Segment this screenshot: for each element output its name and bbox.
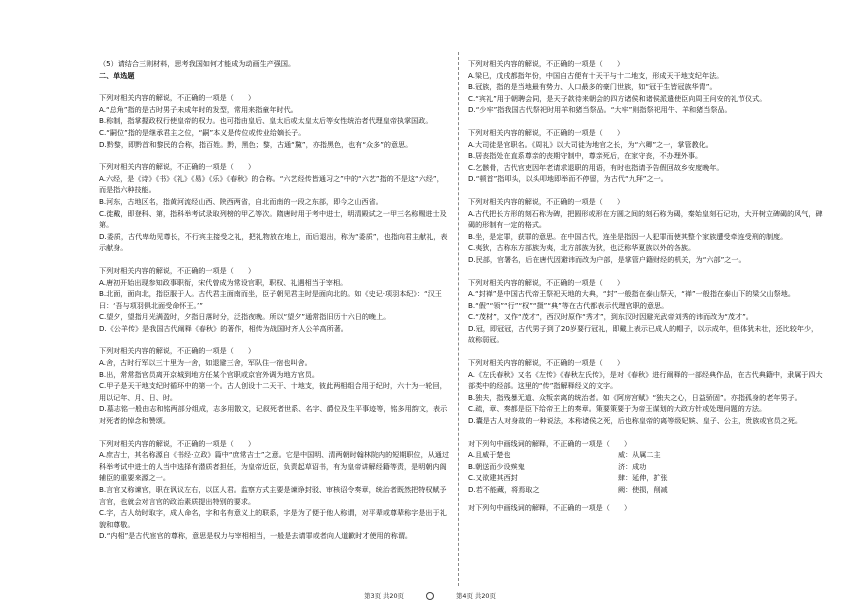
option-gloss: 威：从属二主: [618, 450, 661, 460]
option-c: C.“宾礼”用于朝聘会同，是天子款待来朝会的四方诸侯和诸侯派遣使臣向周王问安的礼节仪式。: [468, 93, 767, 103]
option-c: C.“嗣位”指的是继承君主之位，“嗣”本义是传位或传业给嫡长子。: [99, 127, 306, 137]
question-block: [99, 161, 449, 254]
option-d: D.“内相”是古代宦官的尊称，意思是权力与宰相相当，一般是去请罪或者向人道歉时才使用的称谓。: [99, 531, 413, 541]
option-gloss: 阙：使损，削减: [618, 485, 668, 494]
option-d: D.“顿首”指叩头，以头叩地即举而不停留，为古代“九拜”之一。: [468, 174, 668, 184]
option-c: C.夷狄，古称东方部族为夷，北方部族为狄，也泛称华夏族以外的各族。: [468, 243, 696, 253]
option-a: A.唐初开始出现参知政事职衔，宋代曾成为常设官职，职权、礼遇相当于宰相。: [99, 277, 348, 287]
option-c: C.徙戴，即登科、第，指科举考试录取列榜的甲乙等次。隋唐时用于考中进士，明清殿试之一甲三名称赐进士及第。: [99, 208, 447, 230]
question-stem: 下列对相关内容的解说，不正确的一项是（ ）: [468, 358, 625, 368]
right-column: [468, 58, 823, 584]
option-gloss: 济：成功: [618, 461, 647, 471]
option-a: A.《左氏春秋》又名《左传》《春秋左氏传》，是对《春秋》进行阐释的一部经典作品，在古代典籍中，隶属于四大部类中的经部。这里的“传”指解释经义的文字。: [468, 369, 823, 391]
question-block: [468, 127, 823, 185]
option-d: [468, 484, 823, 496]
page-number-left: 第3页 共20页: [364, 592, 404, 600]
option-sentence: C.又欲建其西封: [468, 473, 518, 483]
question-stem: 对下列句中画线词的解释，不正确的一项是（ ）: [468, 502, 632, 512]
option-b: B.“假”“领”“行”“权”“摄”“典”等在古代都表示代理官职的意思。: [468, 300, 669, 310]
option-b: B.出，常常指官员离开京城到地方任某个官职或京官外调为地方官员。: [99, 369, 319, 379]
question-stem: 下列对相关内容的解说，不正确的一项是（ ）: [99, 265, 256, 275]
option-d: D.民部，官署名，后在唐代因避讳而改为户部，是掌管户籍财经的机关，为“六部”之一。: [468, 254, 746, 264]
option-a: A.六经，是《诗》《书》《礼》《易》《乐》《春秋》的合称。“六艺经传皆通习之”中的“六艺”指的不是这“六经”，而是指六种技能。: [99, 173, 444, 195]
option-c: C.甲子是天干地支纪时循环中的第一个。古人创设十二天干、十地支，彼此两相组合用于纪时，六十为一轮回，用以记年、月、日、时。: [99, 381, 447, 402]
option-a: A.庶吉士，其名称源自《书经·立政》篇中“庶常吉士”之意。它是中国明、清两朝时翰林院内的短期职位，从通过科举考试中进士的人当中选择有潜质者担任，为皇帝近臣，负责起草诏书，有为皇帝讲解经籍等责，是明朝内阁辅臣的重要来源之一。: [99, 450, 449, 483]
option-b: B.坐，是定罪，获罪的意思。在中国古代，连坐是指因一人犯罪而使其整个家族遭受牵连受刑的制度。: [468, 231, 788, 241]
question-stem: 下列对相关内容的解说，不正确的一项是（ ）: [468, 277, 625, 287]
option-c: [468, 472, 823, 484]
option-d: D.冠，即冠冠，古代男子到了20岁要行冠礼，即戴上表示已成人的帽子，以示成年，但体犹未壮，还比较年少，故称弱冠。: [468, 323, 819, 345]
question-block: [468, 277, 823, 347]
question-block: [468, 58, 823, 116]
question-stem: 下列对相关内容的解说，不正确的一项是（ ）: [468, 127, 625, 137]
option-c: C.疏，章、奏都是臣下给帝王上的奏章。策要策要于为帝王谋划的大政方针或处理问题的方法。: [468, 404, 767, 414]
page-number-right: 第4页 共20页: [456, 592, 496, 600]
option-b: B.独夫，指残暴无道、众叛亲离的统治者。如《阿房宫赋》“独夫之心，日益骄固”。亦指孤身的老年男子。: [468, 392, 802, 402]
option-d: D.墓志铭一般由志和铭两部分组成，志多用散文，记叙死者世系、名字、爵位及生平事迹等，铭多用韵文，表示对死者的悼念和赞颂。: [99, 404, 448, 426]
option-sentence: B.朝送而少设殡鬼: [468, 461, 525, 471]
intro-question: （5）请结合三则材料，思考我国如何才能成为动画生产强国。: [99, 59, 296, 68]
question-stem: 下列对相关内容的解说，不正确的一项是（ ）: [99, 162, 256, 172]
question-block: [468, 438, 823, 496]
option-a: A.“封禅”是中国古代帝王祭祀天地的大典，“封”一般指在泰山祭天，“禅”一般指在泰山下的梁父山祭地。: [468, 289, 795, 299]
question-block: [468, 357, 823, 427]
option-b: B.冠族，指的是当地最有势力、人口最多的豪门世族，如“冠于生皆冠族华胄”。: [468, 82, 717, 92]
option-d: D.《公羊传》是我国古代阐释《春秋》的著作，相传为战国时齐人公羊高所著。: [99, 323, 348, 333]
circle-icon: [426, 592, 434, 600]
option-a: A.古代把长方形的刻石称为碑，把圆形或形在方圆之间的刻石称为碣，秦始皇刻石记功，大开树立碑碣的风气，碑碣的形制有一定的格式。: [468, 208, 823, 230]
question-stem: 下列对相关内容的解说，不正确的一项是（ ）: [99, 346, 256, 356]
option-b: B.北面，面向北，指臣服于人。古代君主面南而坐，臣子朝见君主时是面向北的。如《史记·项羽本纪》：“汉王曰：‘吾与项羽俱北面受命怀王。’”: [99, 289, 442, 310]
left-column: [99, 58, 449, 584]
question-stem: 下列对相关内容的解说，不正确的一项是（ ）: [99, 438, 256, 448]
question-stem: 对下列句中画线词的解释，不正确的一项是（ ）: [468, 438, 632, 448]
option-sentence: A.且威于楚也: [468, 450, 511, 460]
question-block: [99, 345, 449, 426]
question-block: [99, 438, 449, 542]
question-stem: 下列对相关内容的解说，不正确的一项是（ ）: [468, 59, 625, 68]
question-block: [99, 92, 449, 150]
option-a: [468, 449, 823, 461]
option-a: A.大司徒是官职名。《周礼》以大司徒为地官之长，为“六卿”之一，掌管教化。: [468, 139, 713, 149]
option-c: C.“茂材”，又作“茂才”，西汉时原作“秀才”，到东汉时因避光武帝刘秀的讳而改为“茂才”。: [468, 312, 753, 322]
page-footer: [0, 591, 860, 600]
option-b: B.言官又称谏官，职在讽议左右，以匡人君。监察方式主要是谏诤封驳、审核诏令奏章，统治者既然把特权赋予言官，也就会对言官的政治素质提出特别的要求。: [99, 485, 447, 506]
option-b: B.称制，指掌握政权行使皇帝的权力。也可指由皇后、皇太后或太皇太后等女性统治者代理皇帝执掌国政。: [99, 116, 433, 126]
option-b: [468, 461, 823, 473]
option-c: C.乞骸骨，古代官吏因年老请求退职的用语，有时也指请予告假回故乡安度晚年。: [468, 162, 724, 172]
question-block: [99, 265, 449, 335]
option-d: D.黔黎，即黔首和黎民的合称，指百姓。黔，黑色；黎，古通“黧”，亦指黑色，也有“众多”的意思。: [99, 139, 413, 149]
option-d: D.“少牢”指我国古代祭祀时用羊和猪当祭品。“大牢”则指祭祀用牛、羊和猪当祭品。: [468, 105, 732, 115]
option-a: A.舍，古时行军以三十里为一舍，如退避三舍，军队住一宿也叫舍。: [99, 358, 312, 368]
question-stem: 下列对相关内容的解说，不正确的一项是（ ）: [99, 93, 256, 103]
option-d: D.委质，古代卑幼见尊长，不行宾主接受之礼，把礼物放在地上，而后退出，称为“委质”，也指向君主献礼，表示献身。: [99, 231, 448, 253]
option-sentence: D.若不能藏，将焉取之: [468, 485, 540, 494]
option-a: A.“总角”指的是古时男子未成年时的发型，常用来指童年时代。: [99, 104, 298, 114]
option-a: A.梁巳，戊戌都指年份，中国自古便有十天干与十二地支，形成天干地支纪年法。: [468, 70, 724, 80]
section-heading: 二、单选题: [99, 70, 135, 80]
question-stem: 下列对相关内容的解说，不正确的一项是（ ）: [468, 196, 625, 206]
option-gloss: 肆：延伸，扩张: [618, 473, 668, 483]
option-d: D.囊是古人对身故的一种说法，本称诸侯之死，后也称皇帝的离等级妃嫔、皇子、公主，贵族或官员之死。: [468, 416, 803, 426]
option-c: C.望夕，望指月光满盈时，夕指日落时分，泛指夜晚。所以“望夕”通常指旧历十六日的晚上。: [99, 312, 391, 322]
column-divider: [458, 52, 459, 586]
option-c: C.字，古人幼时取字，成人命名，字和名有意义上的联系，字是为了便于他人称谓，对平辈或尊辈称字是出于礼貌和尊敬。: [99, 508, 447, 529]
question-block: [468, 502, 823, 514]
option-b: B.河东，古地区名，指黄河流经山西、陕西两省，自北而南的一段之东部，即今之山西省。: [99, 196, 383, 206]
question-block: [468, 196, 823, 266]
option-b: B.居丧指处在直系尊亲的丧期守制中，尊亲死后，在家守丧，不办理外事。: [468, 151, 703, 161]
